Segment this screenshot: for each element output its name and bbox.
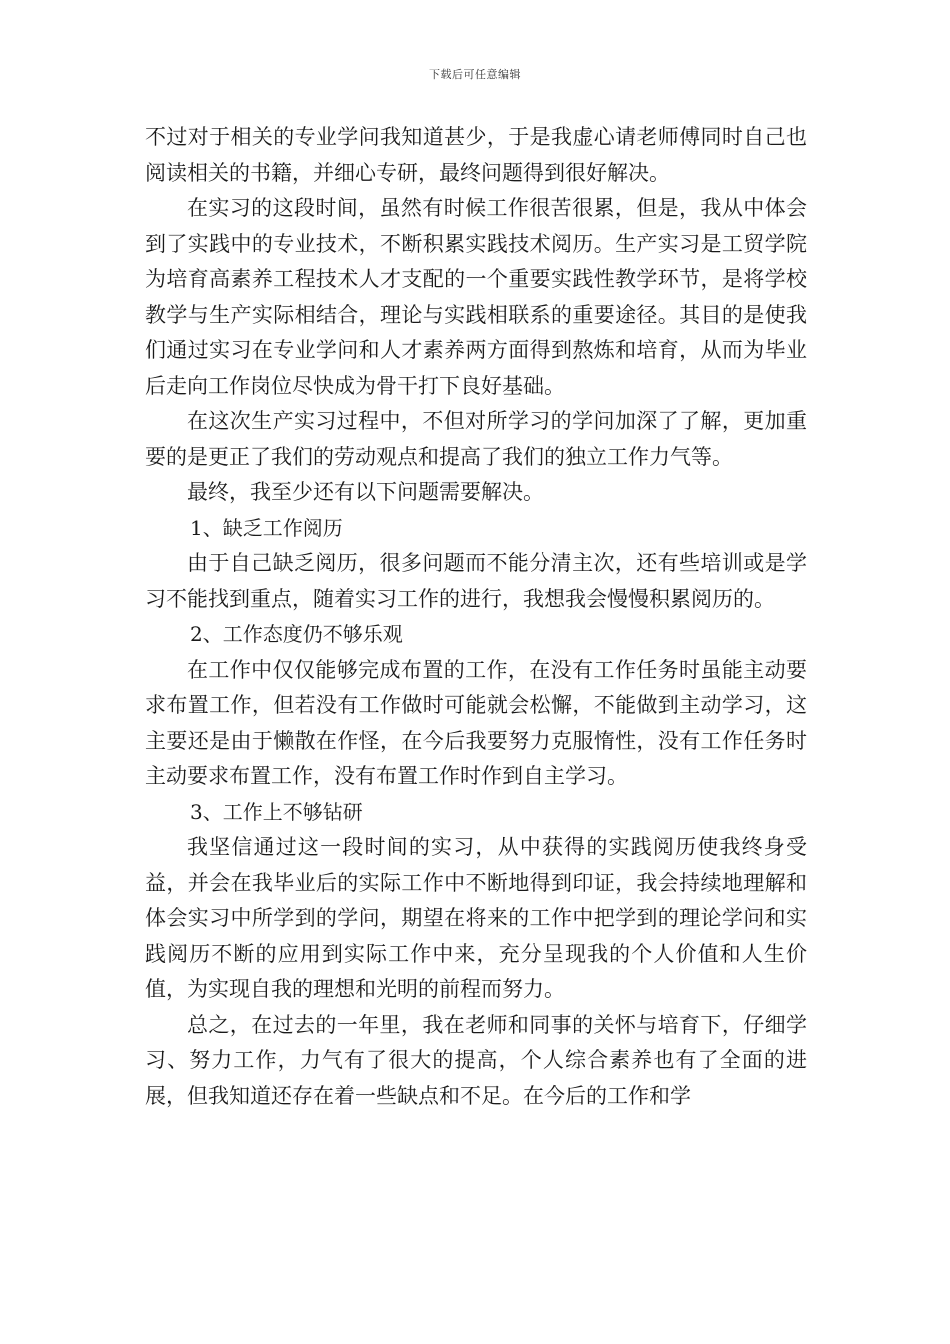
section-heading-1: 1、缺乏工作阅历 [190, 515, 343, 540]
paragraph-8: 总之，在过去的一年里，我在老师和同事的关怀与培育下，仔细学习、努力工作，力气有了很大的提高，个人综合素养也有了全面的进展，但我知道还存在着一些缺点和不足。在今后的工作和学 [145, 1012, 807, 1108]
paragraph-5: 由于自己缺乏阅历，很多问题而不能分清主次，还有些培训或是学习不能找到重点，随着实习工作的进行，我想我会慢慢积累阅历的。 [145, 551, 807, 611]
page-header: 下载后可任意编辑 [429, 68, 521, 81]
section-heading-2: 2、工作态度仍不够乐观 [190, 622, 403, 646]
paragraph-7: 我坚信通过这一段时间的实习，从中获得的实践阅历使我终身受益，并会在我毕业后的实际工作中不断地得到印证，我会持续地理解和体会实习中所学到的学问，期望在将来的工作中把学到的理论学问和实践阅历不断的应用到实际工作中来，充分呈现我的个人价值和人生价值，为实现自我的理想和光明的前程而努力。 [145, 835, 807, 1001]
paragraph-2: 在实习的这段时间，虽然有时候工作很苦很累，但是，我从中体会到了实践中的专业技术，不断积累实践技术阅历。生产实习是工贸学院为培育高素养工程技术人才支配的一个重要实践性教学环节，是将学校教学与生产实际相结合，理论与实践相联系的重要途径。其目的是使我们通过实习在专业学问和人才素养两方面得到熬炼和培育，从而为毕业后走向工作岗位尽快成为骨干打下良好基础。 [145, 196, 807, 398]
paragraph-6: 在工作中仅仅能够完成布置的工作，在没有工作任务时虽能主动要求布置工作，但若没有工作做时可能就会松懈，不能做到主动学习，这主要还是由于懒散在作怪，在今后我要努力克服惰性，没有工作任务时主动要求布置工作，没有布置工作时作到自主学习。 [145, 657, 807, 788]
paragraph-1: 不过对于相关的专业学问我知道甚少，于是我虚心请老师傅同时自己也阅读相关的书籍，并细心专研，最终问题得到很好解决。 [145, 125, 807, 185]
section-heading-3: 3、工作上不够钻研 [190, 799, 363, 824]
document-body [145, 120, 807, 1114]
paragraph-3: 在这次生产实习过程中，不但对所学习的学问加深了了解，更加重要的是更正了我们的劳动观点和提高了我们的独立工作力气等。 [145, 409, 807, 469]
paragraph-4: 最终，我至少还有以下问题需要解决。 [187, 480, 544, 504]
